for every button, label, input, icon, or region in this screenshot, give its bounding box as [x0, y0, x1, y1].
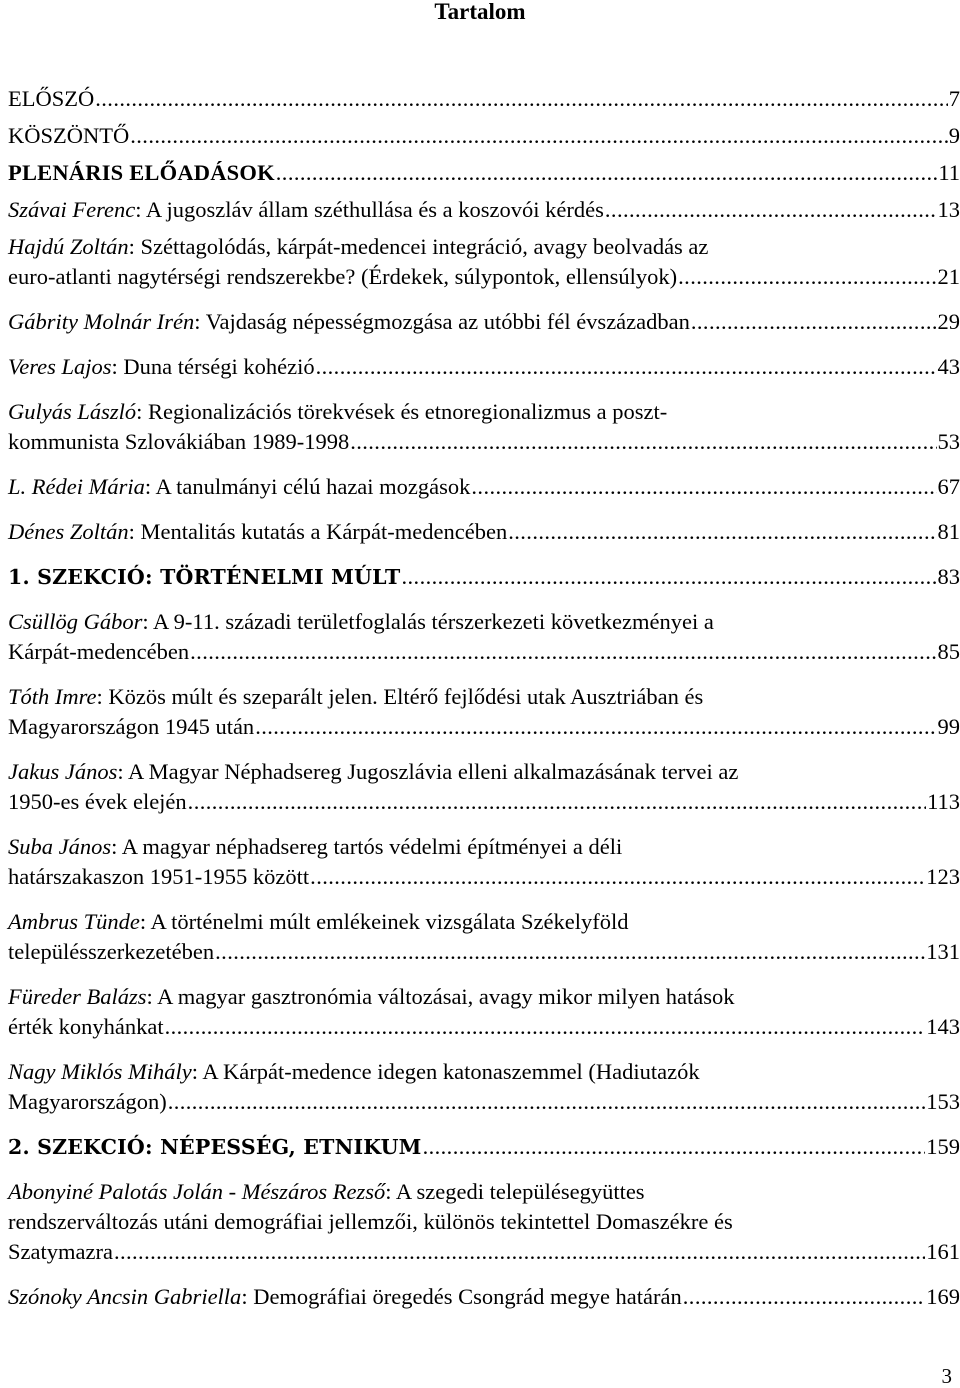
entry-author: Veres Lajos — [8, 354, 112, 379]
entry-text: : A jugoszláv állam széthullása és a koszovói kérdés — [135, 197, 604, 222]
entry-page-number: 159 — [926, 1134, 960, 1159]
entry-text: : A Kárpát-medence idegen katonaszemmel (Hadiutazók — [191, 1059, 700, 1084]
toc-section-1[interactable] — [8, 562, 960, 592]
dot-leader — [350, 427, 936, 457]
entry-title: ELŐSZÓ — [8, 86, 95, 111]
toc-entry-line — [8, 787, 960, 817]
toc-entry[interactable] — [8, 472, 960, 502]
entry-author: Gulyás László — [8, 399, 137, 424]
toc-entry-line — [8, 195, 960, 225]
dot-leader — [276, 158, 938, 188]
toc-entry[interactable] — [8, 397, 960, 457]
entry-text: 1950-es évek elején — [8, 789, 187, 814]
toc-entry[interactable] — [8, 757, 960, 817]
toc-entry[interactable] — [8, 352, 960, 382]
entry-text: : A szegedi településegyüttes — [385, 1179, 645, 1204]
entry-page-number: 113 — [927, 789, 960, 814]
page-title: Tartalom — [434, 0, 526, 24]
entry-page-number: 7 — [948, 86, 960, 111]
dot-leader — [215, 937, 925, 967]
entry-text: : Mentalitás kutatás a Kárpát-medencében — [128, 519, 508, 544]
dot-leader — [316, 352, 937, 382]
page-number: 3 — [941, 1364, 952, 1388]
entry-author: Szónoky Ancsin Gabriella — [8, 1284, 242, 1309]
dot-leader — [130, 121, 948, 151]
entry-text: : A történelmi múlt emlékeinek vizsgálata Székelyföld — [139, 909, 629, 934]
entry-text: : Közös múlt és szeparált jelen. Eltérő fejlődési utak Ausztriában és — [96, 684, 704, 709]
toc-entry-eloszo[interactable] — [8, 84, 960, 114]
entry-page-number: 9 — [948, 123, 960, 148]
toc-entry-line — [8, 1012, 960, 1042]
toc-entry[interactable] — [8, 832, 960, 892]
dot-leader — [95, 84, 948, 114]
toc-entry[interactable] — [8, 1177, 960, 1267]
entry-page-number: 81 — [937, 519, 960, 544]
dot-leader — [402, 562, 937, 592]
entry-author: Szávai Ferenc — [8, 197, 136, 222]
toc-entry[interactable] — [8, 1057, 960, 1117]
dot-leader — [508, 517, 936, 547]
entry-title — [8, 352, 315, 382]
section-heading: 2. SZEKCIÓ: NÉPESSÉG, ETNIKUM — [8, 1135, 422, 1159]
entry-first-line — [8, 232, 960, 262]
toc-entry[interactable] — [8, 907, 960, 967]
entry-title — [8, 472, 470, 502]
toc-entry-line — [8, 637, 960, 667]
section-heading: 1. SZEKCIÓ: TÖRTÉNELMI MÚLT — [8, 565, 401, 589]
entry-author: Abonyiné Palotás Jolán - Mészáros Rezső — [8, 1179, 386, 1204]
entry-text: Magyarországon) — [8, 1089, 167, 1114]
entry-author: L. Rédei Mária — [8, 474, 145, 499]
entry-text: : Duna térségi kohézió — [111, 354, 315, 379]
entry-text: érték konyhánkat — [8, 1014, 164, 1039]
entry-text: Szatymazra — [8, 1239, 113, 1264]
toc-entry-line — [8, 1237, 960, 1267]
toc-entry-line — [8, 158, 960, 188]
toc-entry-line — [8, 712, 960, 742]
entry-text: : A magyar gasztronómia változásai, avagy mikor milyen hatások — [146, 984, 735, 1009]
toc-entry[interactable] — [8, 1282, 960, 1312]
toc-entry-line — [8, 862, 960, 892]
toc-entry[interactable] — [8, 982, 960, 1042]
dot-leader — [471, 472, 936, 502]
toc-entry-line — [8, 262, 960, 292]
dot-leader — [423, 1132, 926, 1162]
toc-entry-koszonto[interactable] — [8, 121, 960, 151]
entry-text: : A Magyar Néphadsereg Jugoszlávia elleni alkalmazásának tervei az — [117, 759, 739, 784]
entry-page-number: 143 — [926, 1014, 960, 1039]
dot-leader — [255, 712, 936, 742]
entry-title: PLENÁRIS ELŐADÁSOK — [8, 160, 275, 185]
entry-title — [8, 195, 604, 225]
entry-text: : A 9-11. századi területfoglalás térszerkezeti következményei a — [142, 609, 714, 634]
entry-page-number: 21 — [937, 264, 960, 289]
entry-first-line — [8, 907, 960, 937]
toc-entry[interactable] — [8, 517, 960, 547]
toc-entry-line — [8, 121, 960, 151]
entry-author: Tóth Imre — [8, 684, 97, 709]
dot-leader — [188, 787, 926, 817]
dot-leader — [168, 1087, 926, 1117]
entry-text: : Demográfiai öregedés Csongrád megye határán — [241, 1284, 682, 1309]
entry-page-number: 99 — [937, 714, 960, 739]
entry-text: euro-atlanti nagytérségi rendszerekbe? (Érdekek, súlypontok, ellensúlyok) — [8, 264, 678, 289]
entry-text: : Vajdaság népességmozgása az utóbbi fél évszázadban — [194, 309, 690, 334]
dot-leader — [114, 1237, 925, 1267]
toc-entry-line — [8, 1282, 960, 1312]
entry-text: : Széttagolódás, kárpát-medencei integráció, avagy beolvadás az — [128, 234, 709, 259]
toc-entry-line — [8, 1132, 960, 1162]
entry-title: KÖSZÖNTŐ — [8, 123, 130, 148]
entry-first-line — [8, 757, 960, 787]
toc-entry[interactable] — [8, 195, 960, 225]
toc-entry-line — [8, 562, 960, 592]
toc-entry-line — [8, 427, 960, 457]
entry-author: Gábrity Molnár Irén — [8, 309, 195, 334]
toc-entry-line — [8, 517, 960, 547]
entry-text: rendszerváltozás utáni demográfiai jellemzői, különös tekintettel Domaszékre és — [8, 1209, 733, 1234]
entry-first-line — [8, 832, 960, 862]
entry-page-number: 85 — [937, 639, 960, 664]
entry-title — [8, 307, 690, 337]
dot-leader — [678, 262, 936, 292]
dot-leader — [691, 307, 937, 337]
entry-text: : A magyar néphadsereg tartós védelmi építményei a déli — [111, 834, 623, 859]
dot-leader — [310, 862, 925, 892]
toc-entry-line — [8, 307, 960, 337]
toc-entry[interactable] — [8, 232, 960, 292]
entry-text: kommunista Szlovákiában 1989-1998 — [8, 429, 350, 454]
toc-entry-line — [8, 472, 960, 502]
entry-second-line — [8, 1207, 960, 1237]
entry-page-number: 83 — [937, 564, 960, 589]
dot-leader — [683, 1282, 925, 1312]
entry-text: : Regionalizációs törekvések és etnoregionalizmus a poszt- — [136, 399, 668, 424]
entry-text: határszakaszon 1951-1955 között — [8, 864, 310, 889]
entry-page-number: 11 — [938, 160, 960, 185]
entry-first-line — [8, 682, 960, 712]
entry-page-number: 13 — [937, 197, 960, 222]
entry-author: Csüllög Gábor — [8, 609, 143, 634]
entry-page-number: 131 — [926, 939, 960, 964]
entry-first-line — [8, 1177, 960, 1207]
toc-entry-plenaris[interactable] — [8, 158, 960, 188]
entry-author: Suba János — [8, 834, 112, 859]
dot-leader — [190, 637, 936, 667]
entry-first-line — [8, 607, 960, 637]
entry-author: Hajdú Zoltán — [8, 234, 129, 259]
toc-entry-line — [8, 84, 960, 114]
table-of-contents — [8, 84, 960, 1312]
entry-page-number: 123 — [926, 864, 960, 889]
toc-entry-line — [8, 937, 960, 967]
dot-leader — [165, 1012, 926, 1042]
entry-text: Magyarországon 1945 után — [8, 714, 255, 739]
entry-title — [8, 517, 507, 547]
toc-entry[interactable] — [8, 607, 960, 667]
entry-page-number: 67 — [937, 474, 960, 499]
entry-first-line — [8, 1057, 960, 1087]
entry-text: : A tanulmányi célú hazai mozgások — [144, 474, 471, 499]
entry-page-number: 153 — [926, 1089, 960, 1114]
entry-page-number: 169 — [926, 1284, 960, 1309]
entry-first-line — [8, 397, 960, 427]
entry-text: településszerkezetében — [8, 939, 215, 964]
toc-entry[interactable] — [8, 307, 960, 337]
toc-section-2[interactable] — [8, 1132, 960, 1162]
entry-text: Kárpát-medencében — [8, 639, 190, 664]
toc-entry[interactable] — [8, 682, 960, 742]
toc-entry-line — [8, 352, 960, 382]
entry-author: Dénes Zoltán — [8, 519, 129, 544]
entry-author: Jakus János — [8, 759, 118, 784]
entry-page-number: 161 — [926, 1239, 960, 1264]
entry-author: Nagy Miklós Mihály — [8, 1059, 192, 1084]
entry-page-number: 43 — [937, 354, 960, 379]
entry-title — [8, 1282, 682, 1312]
entry-author: Füreder Balázs — [8, 984, 147, 1009]
dot-leader — [605, 195, 937, 225]
entry-page-number: 53 — [937, 429, 960, 454]
entry-first-line — [8, 982, 960, 1012]
entry-page-number: 29 — [937, 309, 960, 334]
toc-entry-line — [8, 1087, 960, 1117]
entry-author: Ambrus Tünde — [8, 909, 140, 934]
